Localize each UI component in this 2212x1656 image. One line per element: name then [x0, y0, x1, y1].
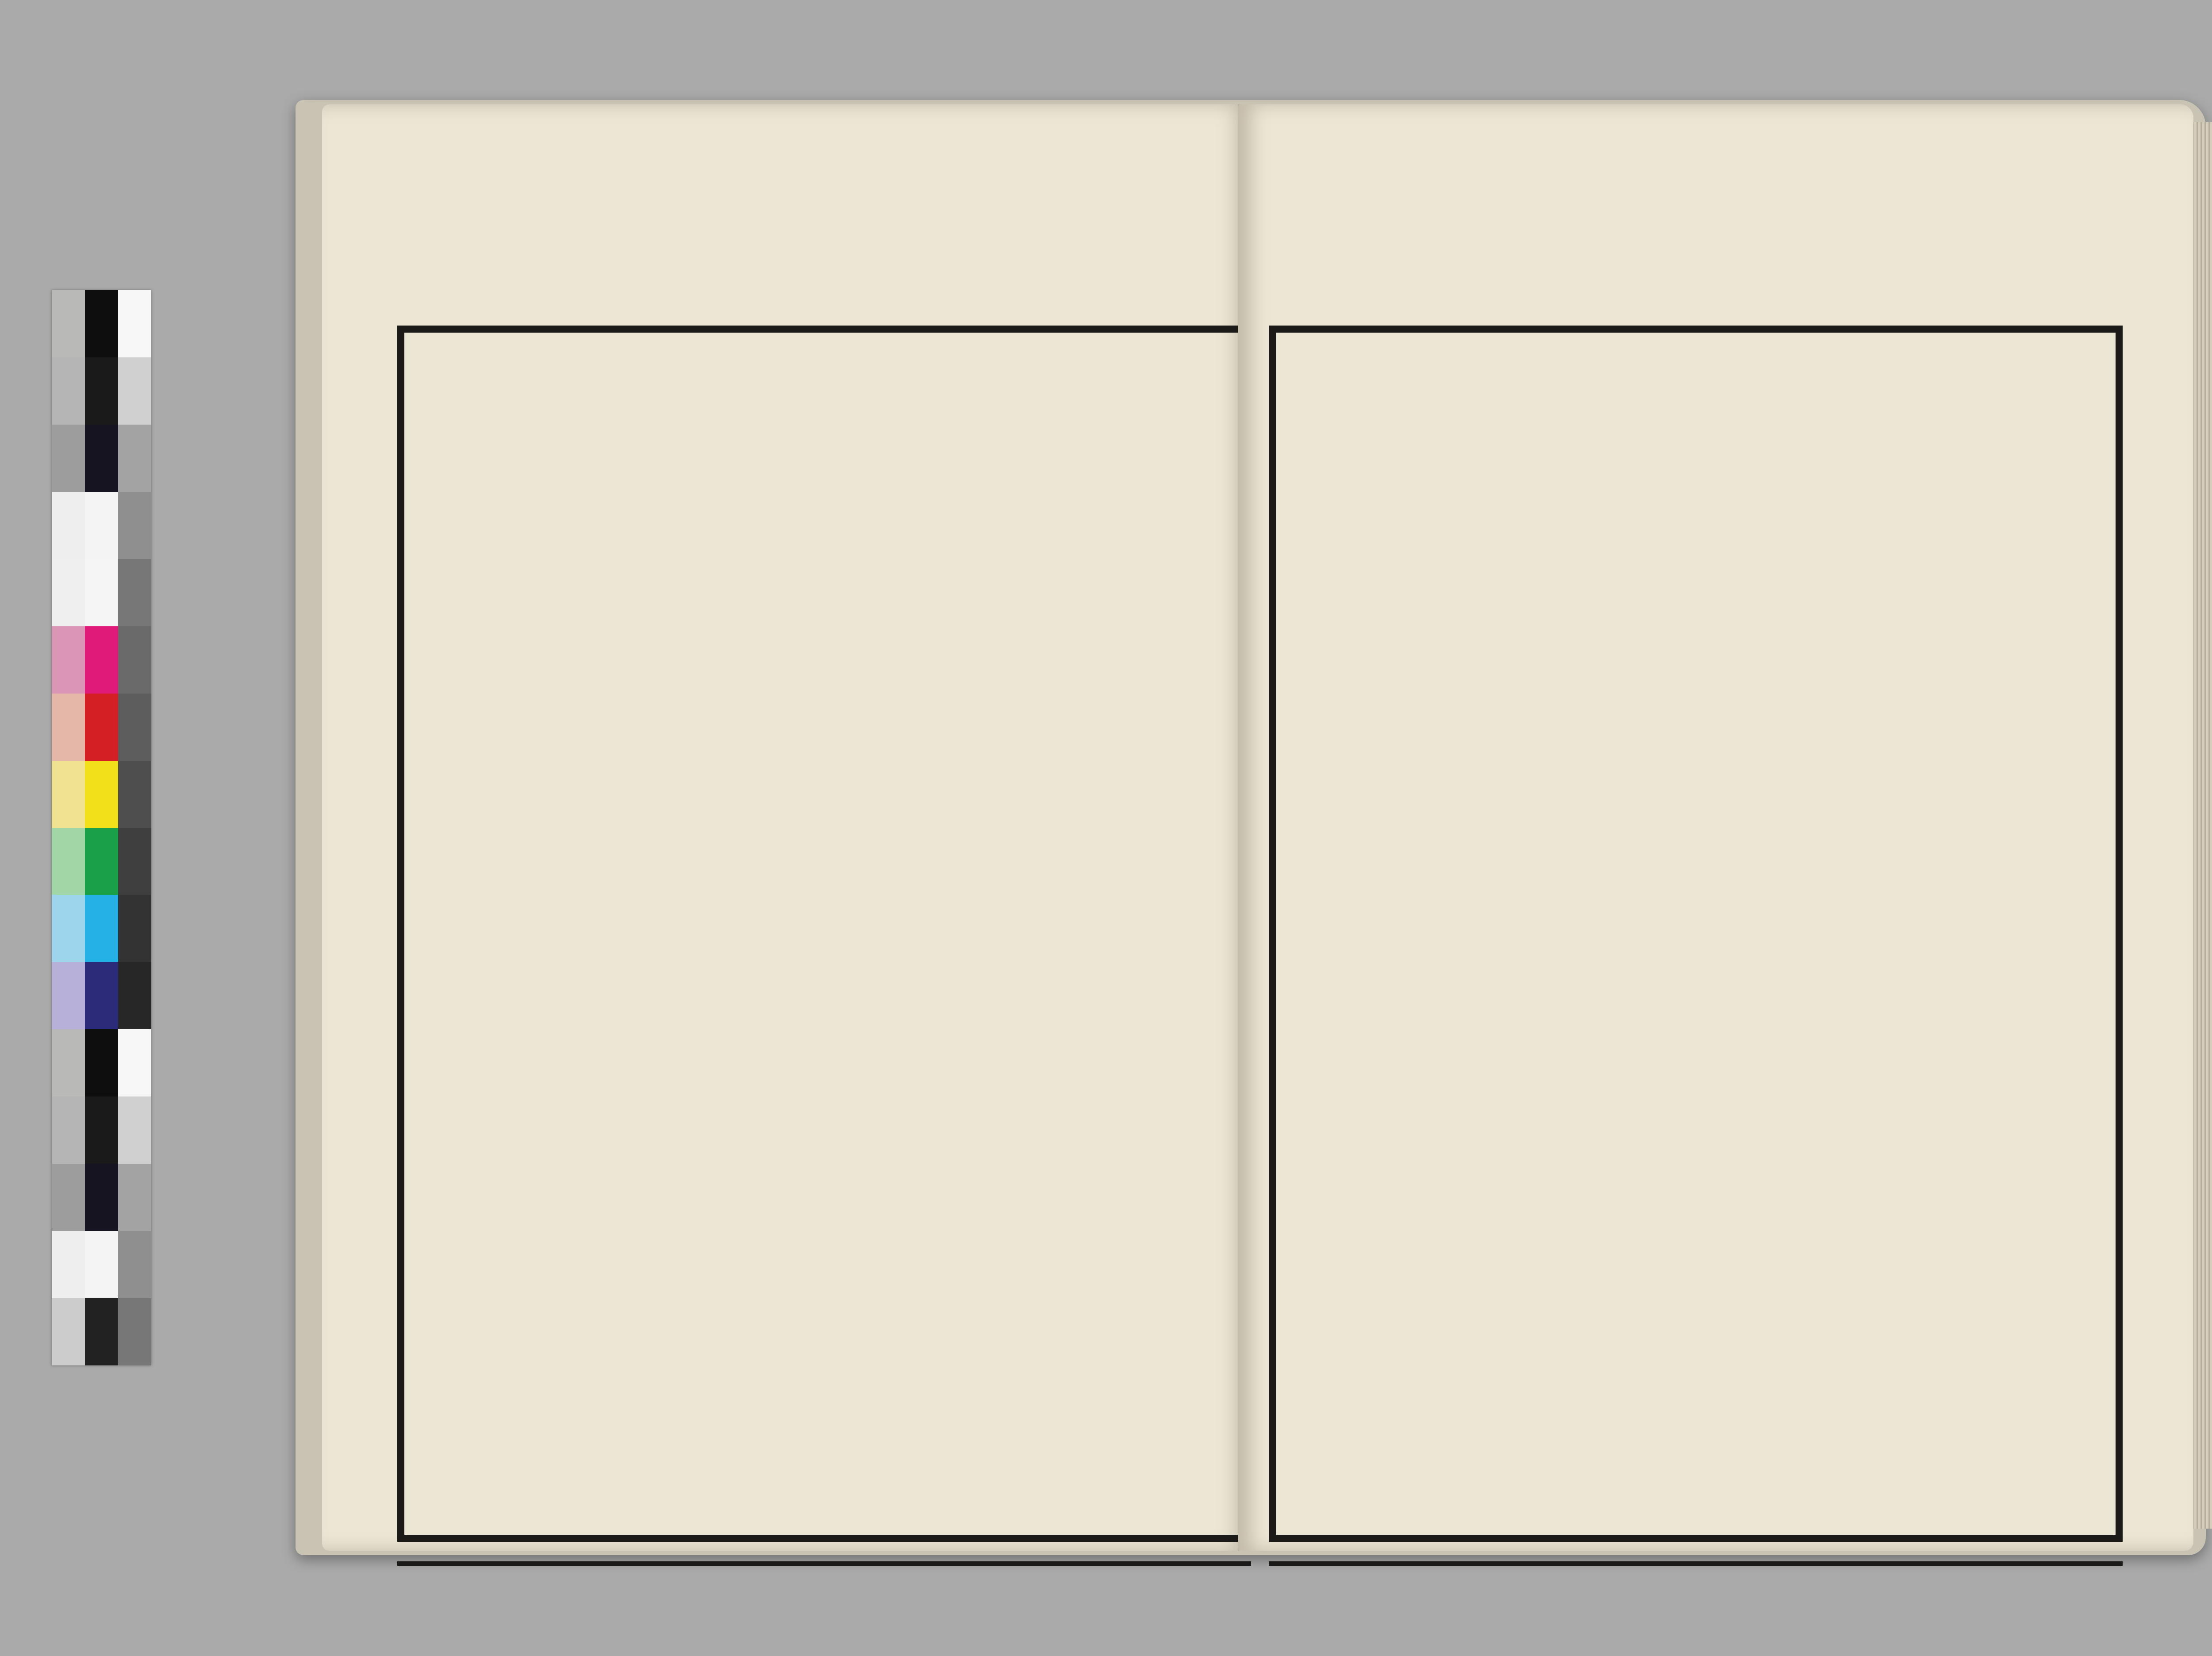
calibration-swatch [118, 1298, 151, 1365]
calibration-swatch [52, 761, 85, 828]
calibration-swatch [52, 492, 85, 559]
calibration-swatch [52, 1164, 85, 1231]
right-text-frame [1269, 326, 2123, 1542]
right_page-text-line [1379, 372, 1428, 1495]
calibration-swatch [85, 828, 118, 895]
calibration-swatch [52, 1029, 85, 1096]
right-bottom-rule [1269, 1561, 2123, 1566]
calibration-swatch [52, 895, 85, 962]
calibration-swatch [52, 694, 85, 761]
calibration-swatch [52, 626, 85, 694]
calibration-swatch [118, 962, 151, 1029]
left_page-text-line [895, 372, 943, 1495]
calibration-swatch [85, 761, 118, 828]
calibration-swatch [85, 1231, 118, 1298]
calibration-swatch [85, 1298, 118, 1365]
calibration-swatch [52, 1096, 85, 1164]
right_page-text-line [1984, 372, 2032, 1495]
calibration-swatch [118, 357, 151, 425]
calibration-swatch [85, 1164, 118, 1231]
calibration-swatch [52, 357, 85, 425]
left_page-text-line [952, 372, 1001, 1495]
color-calibration-strip [52, 290, 151, 1365]
left_page-text-line [547, 372, 596, 1495]
book-page-edges [2193, 122, 2212, 1529]
calibration-swatch [85, 1029, 118, 1096]
calibration-swatch [52, 425, 85, 492]
calibration-swatch [118, 1096, 151, 1164]
calibration-swatch [118, 694, 151, 761]
right_page-text-line [1581, 372, 1629, 1495]
calibration-swatch [85, 425, 118, 492]
calibration-swatch [85, 559, 118, 626]
calibration-swatch [118, 626, 151, 694]
calibration-swatch [118, 1231, 151, 1298]
right_page-text-line [1916, 372, 1965, 1495]
calibration-swatch [118, 1029, 151, 1096]
left_page-text-line [1126, 372, 1175, 1495]
calibration-swatch [52, 290, 85, 357]
right_page-text-line [1715, 372, 1764, 1495]
left_page-text-line [1010, 372, 1059, 1495]
calibration-swatch [118, 290, 151, 357]
calibration-swatch [118, 761, 151, 828]
calibration-swatch [52, 1298, 85, 1365]
calibration-swatch [85, 626, 118, 694]
left-bottom-rule [397, 1561, 1251, 1566]
calibration-swatch [52, 559, 85, 626]
left_page-text-line [779, 372, 827, 1495]
calibration-swatch [85, 492, 118, 559]
calibration-swatch [85, 290, 118, 357]
calibration-swatch [52, 962, 85, 1029]
left_page-text-line [1184, 372, 1233, 1495]
left-page [322, 104, 1249, 1551]
left_page-text-line [721, 372, 769, 1495]
left_page-text-line [431, 372, 480, 1495]
right_page-text-line [2051, 372, 2100, 1495]
left-text-frame [397, 326, 1251, 1542]
right_page-text-line [1513, 372, 1562, 1495]
right-page [1238, 104, 2193, 1551]
calibration-swatch [118, 492, 151, 559]
left_page-text-line [1068, 372, 1117, 1495]
right_page-text-line [1782, 372, 1831, 1495]
left_page-text-line [605, 372, 654, 1495]
right_page-text-line [1447, 372, 1495, 1495]
calibration-swatch [85, 962, 118, 1029]
right_page-text-line [1648, 372, 1697, 1495]
calibration-swatch [118, 828, 151, 895]
open-book [296, 100, 2206, 1555]
calibration-swatch [118, 425, 151, 492]
calibration-swatch [118, 559, 151, 626]
right_page-text-line [1312, 372, 1361, 1495]
left_page-text-line [837, 372, 885, 1495]
right_page-text-line [1850, 372, 1898, 1495]
calibration-swatch [85, 694, 118, 761]
calibration-swatch [85, 895, 118, 962]
calibration-swatch [85, 1096, 118, 1164]
calibration-swatch [52, 1231, 85, 1298]
left_page-text-line [489, 372, 538, 1495]
calibration-swatch [52, 828, 85, 895]
calibration-swatch [85, 357, 118, 425]
calibration-swatch [118, 1164, 151, 1231]
calibration-swatch [118, 895, 151, 962]
left_page-text-line [663, 372, 711, 1495]
